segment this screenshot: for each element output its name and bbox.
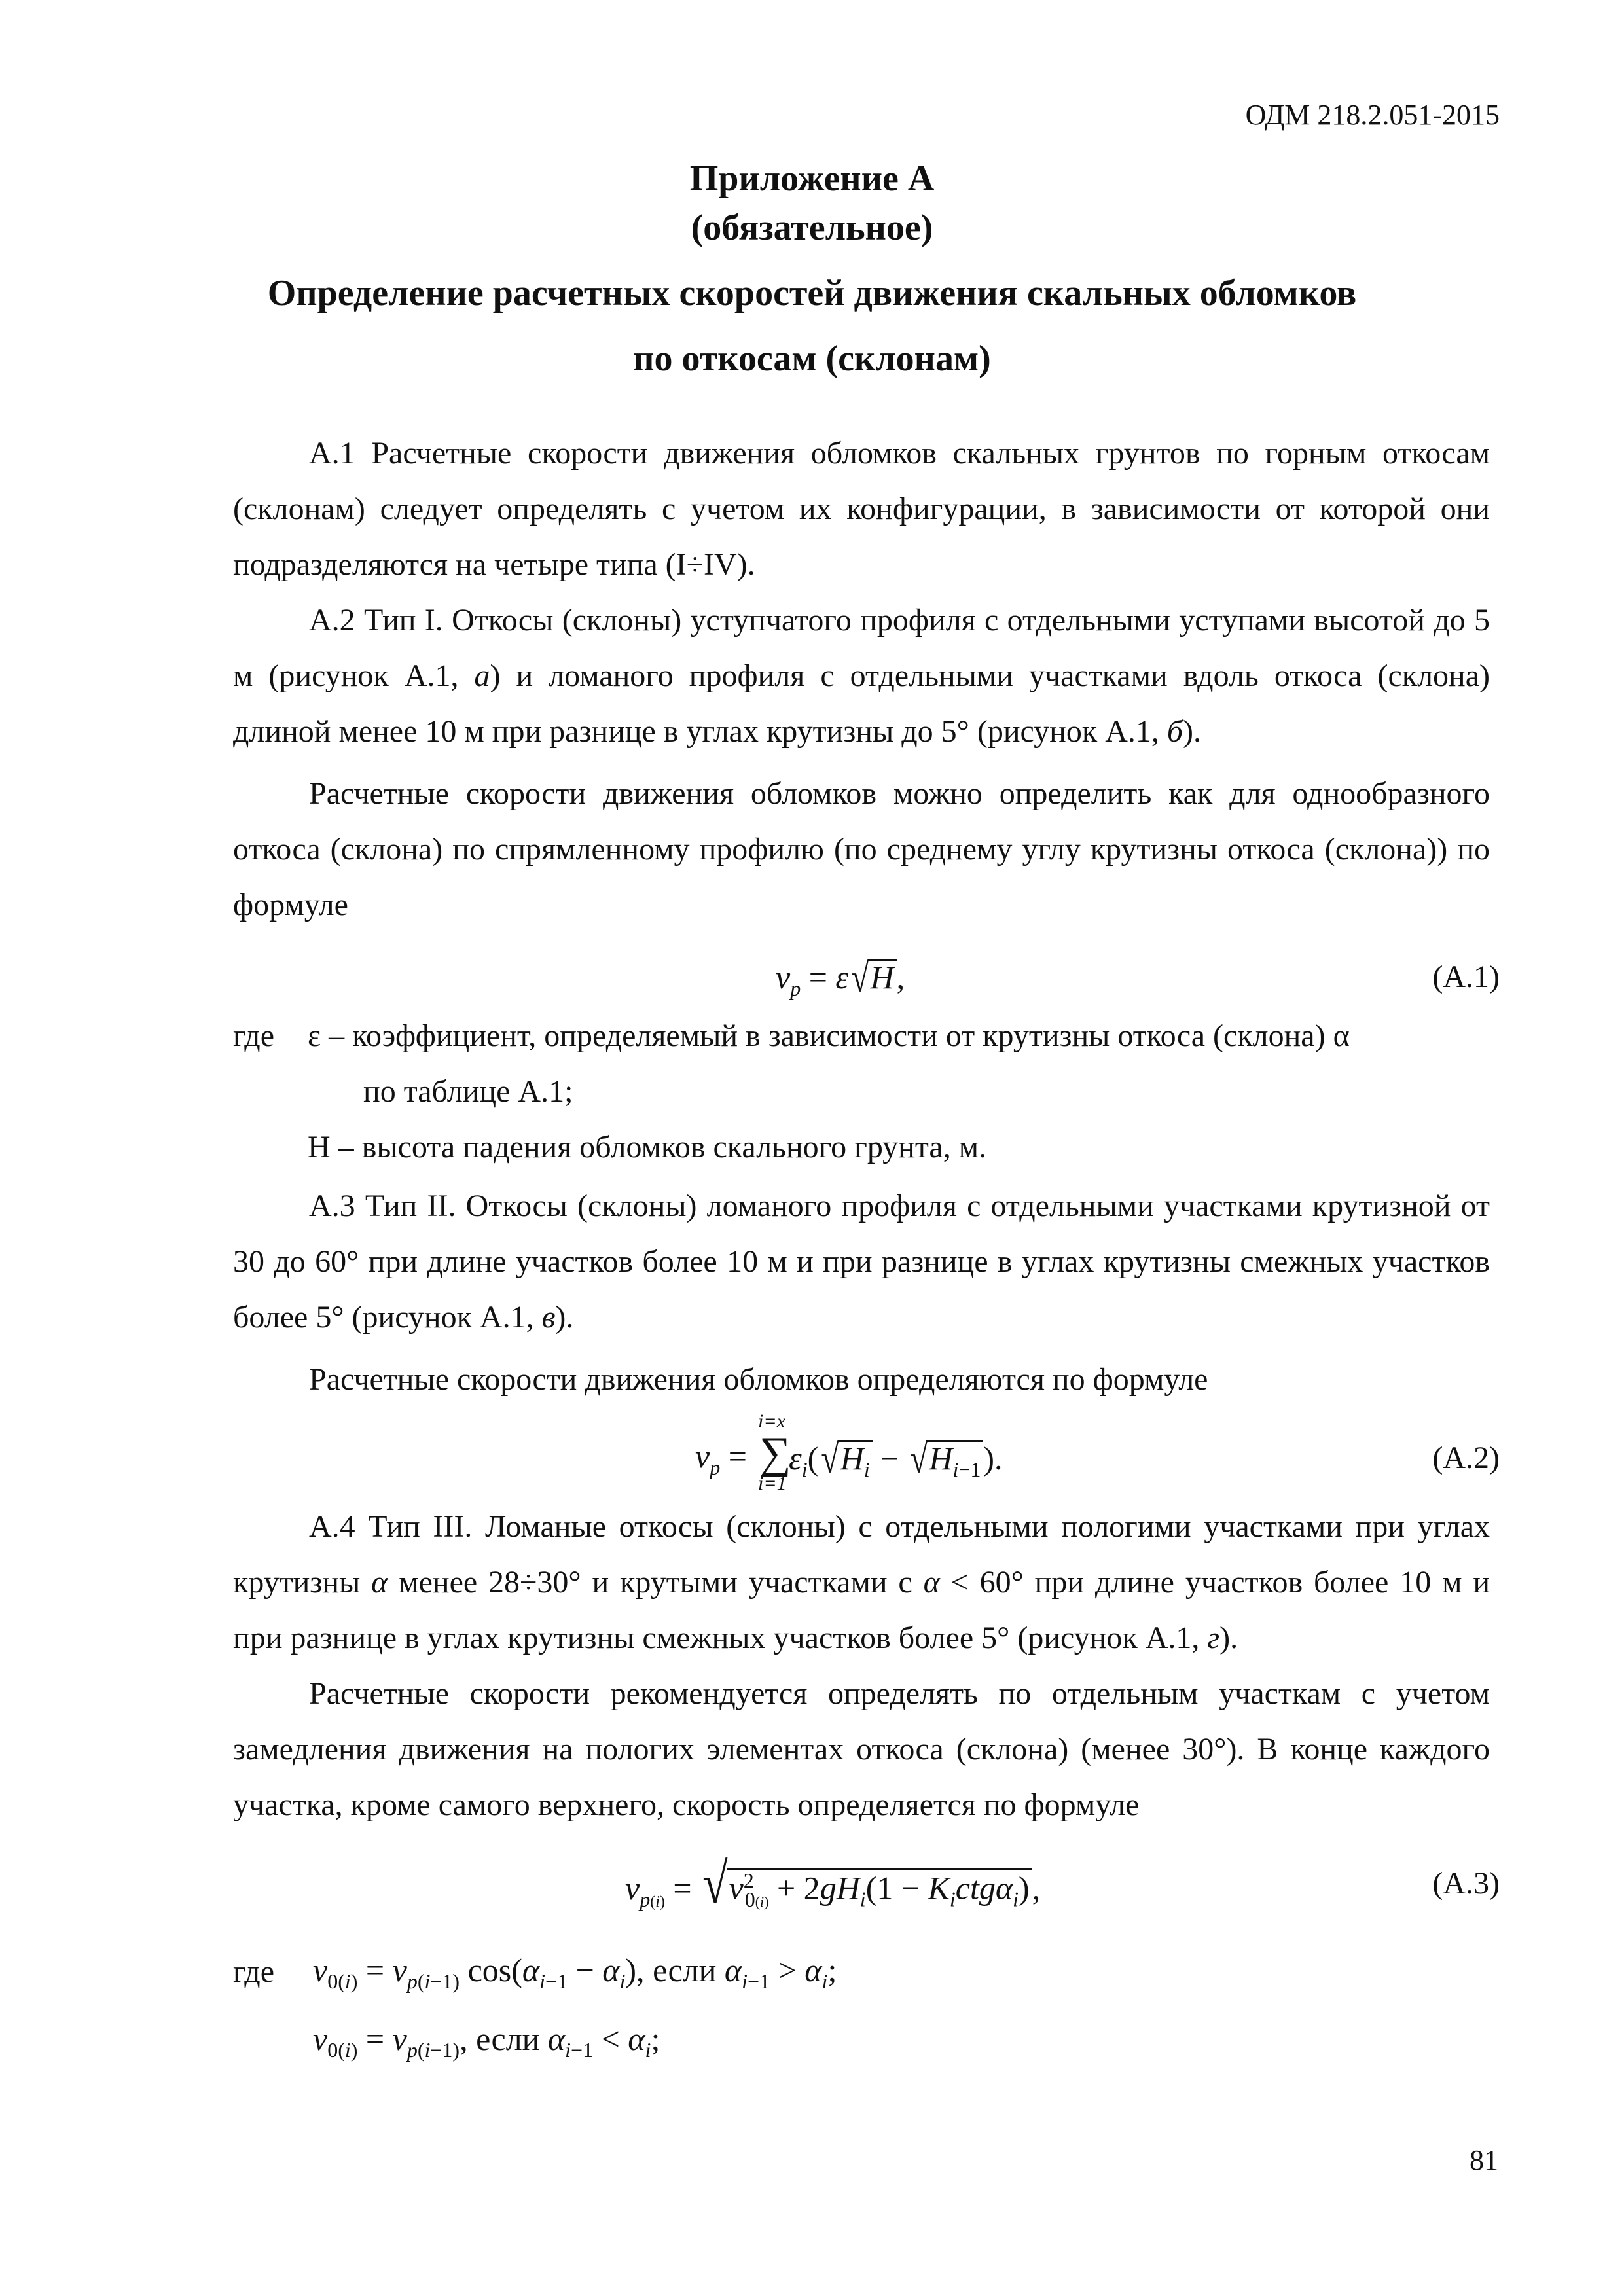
epsilon-definition-cont: по таблице А.1; xyxy=(363,1074,573,1109)
epsilon-definition: ε – коэффициент, определяемый в зависимости от крутизны откоса (склона) α xyxy=(308,1018,1350,1053)
appendix-title: Приложение А xyxy=(689,158,935,199)
condition-2-if: если xyxy=(476,2020,540,2057)
formula-a1: $v_p = \varepsilon√H$, xyxy=(776,954,905,1000)
formula-a3-number: (А.3) xyxy=(1432,1866,1500,1901)
paragraph-type2-formula: Расчетные скорости движения обломков определяются по формуле xyxy=(309,1362,1208,1397)
h-definition: H – высота падения обломков скального грунта, м. xyxy=(308,1130,987,1164)
paragraph-a3: А.3 Тип II. Откосы (склоны) ломаного профиля с отдельными участками крутизной от 30 до 60° при длине участков более 10 м и при разнице в углах крутизны смежных участков более 5° (рисунок А.1, в). xyxy=(233,1189,1490,1335)
paragraph-a1: А.1 Расчетные скорости движения обломков скальных грунтов по горным откосам (склонам) следует определять с учетом их конфигурации, в зависимости от которой они подразделяются на четыре типа (I÷IV). xyxy=(233,436,1490,582)
paragraph-uniform-slope: Расчетные скорости движения обломков можно определить как для однообразного откоса (склона) по спрямленному профилю (по среднему углу крутизны откоса (склона)) по формуле xyxy=(233,776,1490,922)
appendix-status: (обязательное) xyxy=(691,207,933,248)
section-title-line2: по откосам (склонам) xyxy=(633,338,991,379)
document-code: ОДМ 218.2.051-2015 xyxy=(1245,99,1500,131)
formula-a1-number: (А.1) xyxy=(1432,960,1500,994)
condition-1-formula: $v_{0(i)} = v_{p(i-1)}$ $\cos(\alpha_{i-1} - \alpha_i)$, если $\alpha_{i-1} > \alpha_i$; xyxy=(313,1952,837,1993)
page-number: 81 xyxy=(1470,2144,1498,2176)
condition-1-if: если xyxy=(653,1952,717,1988)
document-page: ОДМ 218.2.051-2015 Приложение А (обязательное) Определение расчетных скоростей движения скальных обломков по откосам (склонам) А.1 Расчетные скорости движения обломков скальных грунтов по горным откосам (склонам) следует определять с учетом их конфигурации, в зависимости от которой они подразделяются на четыре типа (I÷IV). А.2 Тип I. Откосы (склоны) уступчатого профиля с отдельными уступами высотой до 5 м (рисунок А.1, а) и ломаного профиля с отдельными участками вдоль откоса (склона) длиной менее 10 м при разнице в углах крутизны до 5° (рисунок А.1, б). Расчетные скорости движения обломков можно определить как для однообразного откоса (склона) по спрямленному профилю (по среднему углу крутизны откоса (склона)) по формуле $v_p = \varepsilon√H$, (А.1) где ε – коэффициент, определяемый в зависимости от крутизны откоса (склона) α по таблице А.1; H – высота падения обломков скального грунта, м. А.3 Тип II. Откосы (склоны) ломаного профиля с отдельными участками крутизной от 30 до 60° при длине участков более 10 м и при разнице в углах крутизны смежных участков более 5° (рисунок А.1, в). Расчетные скорости движения обломков определяются по формуле i=x $v_p$ = ∑ $\varepsilon_i(√H_i - √H_{i-1})$. i=1 (А.2) А.4 Тип III. Ломаные откосы (склоны) с отдельными пологими участками при углах крутизны α менее 28÷30° и крутыми участками с α < 60° при длине участков более 10 м и при разнице в углах крутизны смежных участков более 5° (рисунок А.1, г). Расчетные скорости рекомендуется определять по отдельным участкам с учетом замедления движения на пологих элементах откоса (склона) (менее 30°). В конце каждого участка, кроме самого верхнего, скорость определяется по формуле $v_{p(i)} = √v^2_{0(i)} + 2gH_i(1 - K_ictg\alpha_i)$, (А.3) где $v_{0(i)} = v_{p(i-1)}$ $\cos(\alpha_{i-1} - \alpha_i)$, если $\alpha_{i-1} > \alpha_i$; $v_{0(i)} = v_{p(i-1)}$, если $\alpha_{i-1} < \alpha_i$; 81 xyxy=(0,0,1624,2296)
formula-a3: $v_{p(i)} = √v^2_{0(i)} + 2gH_i(1 - K_ictg\alpha_i)$, xyxy=(625,1853,1041,1916)
where-label-1: где xyxy=(233,1018,275,1053)
condition-2-formula: $v_{0(i)} = v_{p(i-1)}$, если $\alpha_{i-1} < \alpha_i$; xyxy=(313,2020,660,2062)
where-label-2: где xyxy=(233,1954,275,1989)
formula-a2-number: (А.2) xyxy=(1432,1441,1500,1475)
paragraph-a4: А.4 Тип III. Ломаные откосы (склоны) с отдельными пологими участками при углах крутизны α менее 28÷30° и крутыми участками с α < 60° при длине участков более 10 м и при разнице в углах крутизны смежных участков более 5° (рисунок А.1, г). xyxy=(233,1509,1490,1655)
section-title-line1: Определение расчетных скоростей движения скальных обломков xyxy=(267,273,1357,314)
paragraph-type3-formula: Расчетные скорости рекомендуется определять по отдельным участкам с учетом замедления движения на пологих элементах откоса (склона) (менее 30°). В конце каждого участка, кроме самого верхнего, скорость определяется по формуле xyxy=(233,1676,1490,1822)
paragraph-a2: А.2 Тип I. Откосы (склоны) уступчатого профиля с отдельными уступами высотой до 5 м (рисунок А.1, а) и ломаного профиля с отдельными участками вдоль откоса (склона) длиной менее 10 м при разнице в углах крутизны до 5° (рисунок А.1, б). xyxy=(233,603,1490,749)
